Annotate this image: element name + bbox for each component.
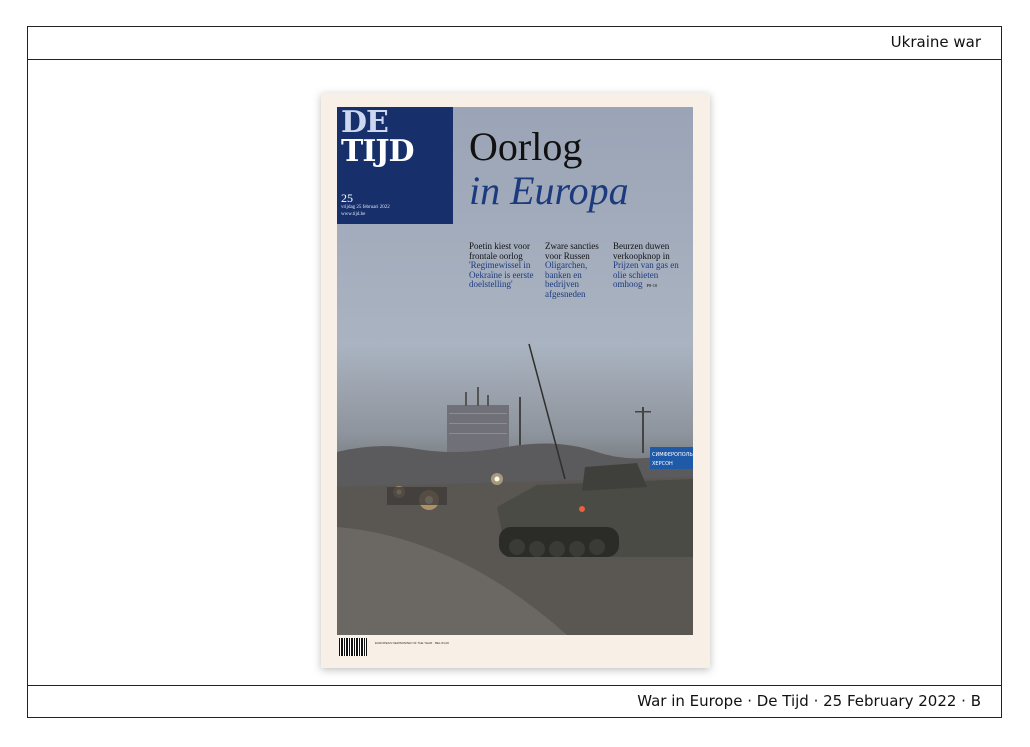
story-sub: 'Regimewissel in Oekraïne is eerste doelstelling': [469, 260, 534, 290]
section-title: Ukraine war: [890, 33, 981, 51]
headline-line-2: in Europa: [469, 168, 629, 213]
distant-building: [447, 405, 509, 453]
story-column-3: [613, 242, 685, 291]
website: www.tijd.be: [341, 212, 366, 217]
story-lead: Zware sancties voor Russen: [545, 241, 599, 261]
story-column-2: [545, 242, 613, 300]
story-lead: Beurzen duwen verkoopknop in: [613, 241, 670, 261]
masthead-line-1: DE: [341, 107, 388, 140]
masthead-logo: [337, 107, 453, 224]
utility-pole: [642, 407, 644, 453]
story-sub: Oligarchen, banken en bedrijven afgesneden: [545, 260, 588, 299]
story-column-1: [469, 242, 537, 290]
front-page-footer-line: EUROPEAN NEWSPAPER OF THE YEAR · BEL €3,00: [375, 641, 449, 645]
masthead-line-2: TIJD: [341, 134, 414, 169]
svg-text:СИМФЕРОПОЛЬ: СИМФЕРОПОЛЬ: [652, 452, 693, 458]
barcode: [339, 638, 367, 656]
cover-photo: [337, 107, 693, 635]
story-sub-text: Prijzen van gas en olie schieten omhoog: [613, 260, 679, 290]
issue-number: 25: [341, 191, 353, 205]
page-reference: P8-10: [646, 283, 658, 289]
footer-bar: [28, 685, 1001, 717]
story-lead: Poetin kiest voor frontale oorlog: [469, 241, 530, 261]
figure-caption: War in Europe · De Tijd · 25 February 2022 · B: [637, 692, 981, 710]
headline-line-1: Oorlog: [469, 124, 583, 169]
story-sub: [613, 261, 685, 291]
svg-text:ХЕРСОН: ХЕРСОН: [652, 461, 673, 467]
newspaper-front-page: [321, 93, 710, 668]
header-bar: [28, 27, 1001, 60]
issue-date: vrijdag 25 februari 2022: [341, 205, 390, 210]
convoy-vehicles: [387, 487, 447, 505]
